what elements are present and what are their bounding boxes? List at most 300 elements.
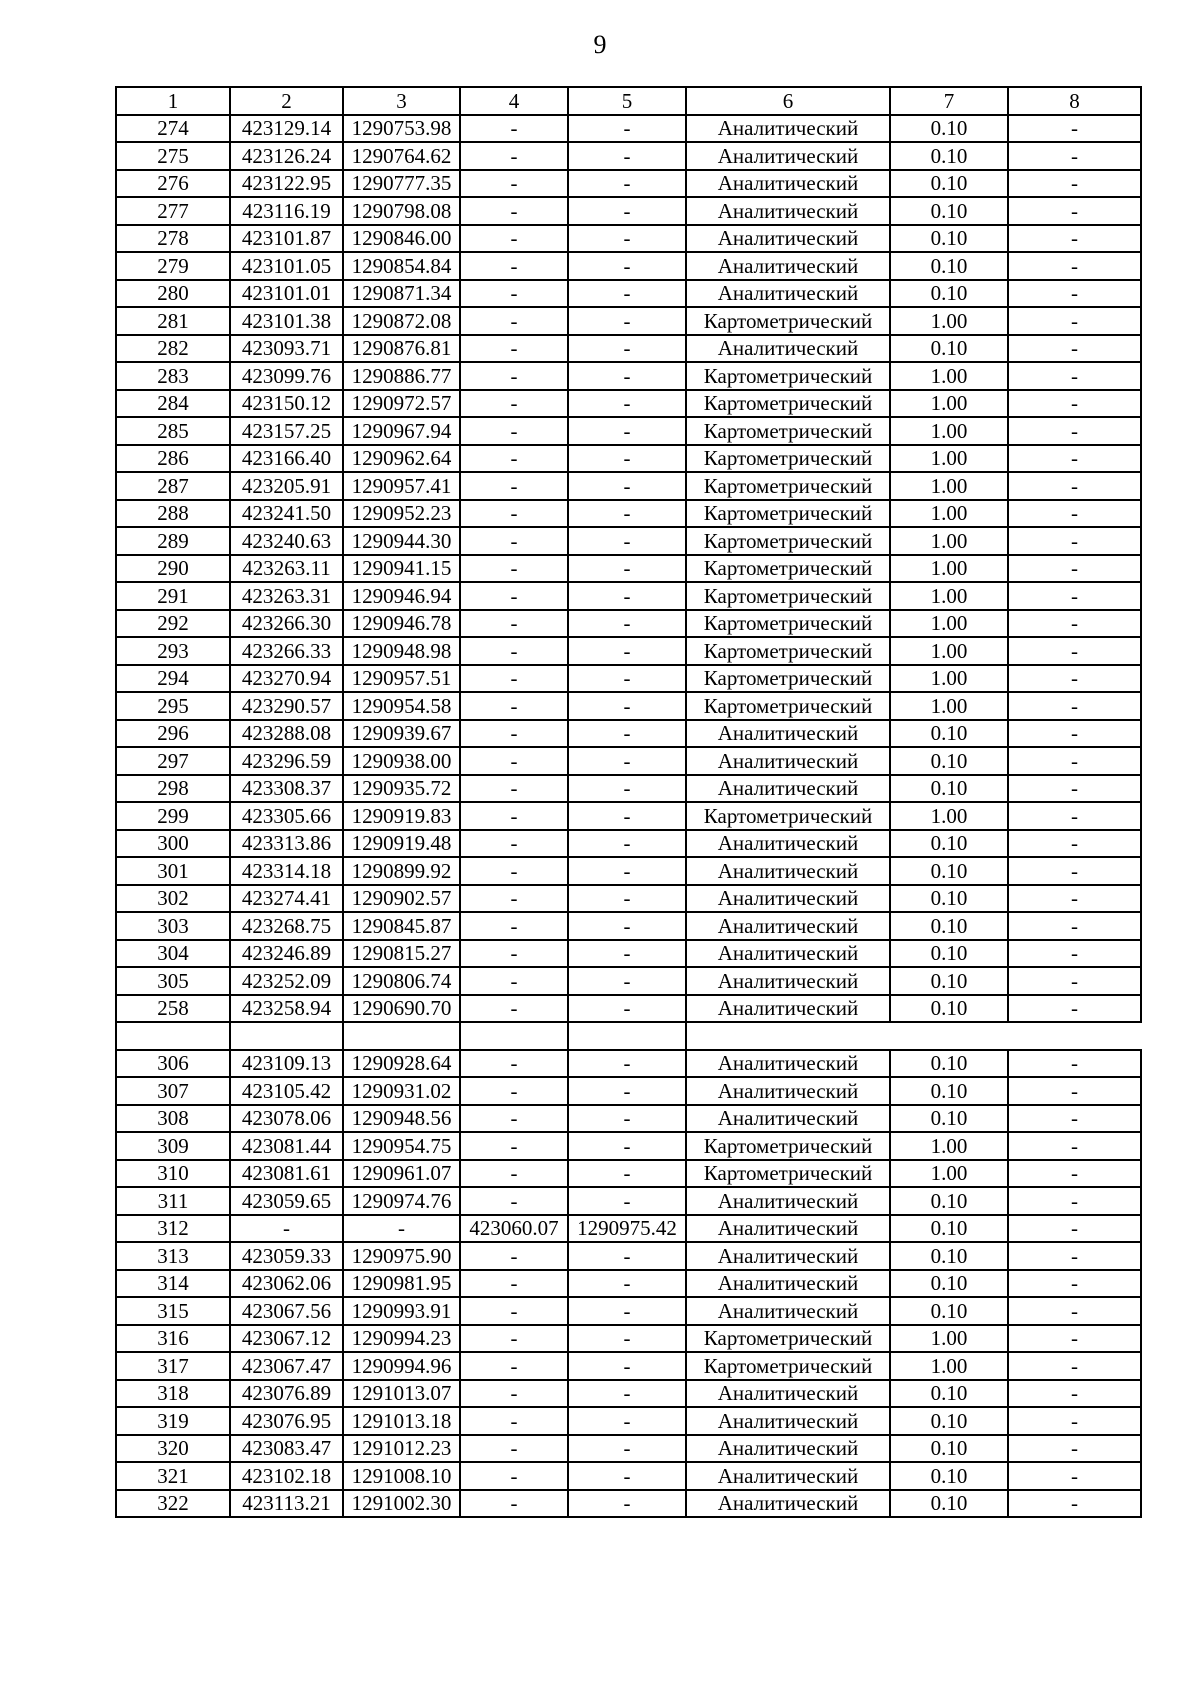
table-cell: - <box>568 527 686 555</box>
table-cell: 1290948.56 <box>343 1105 460 1133</box>
table-cell: 423126.24 <box>230 142 343 170</box>
table-cell: - <box>460 995 568 1023</box>
table-cell: - <box>460 885 568 913</box>
table-cell: - <box>1008 967 1141 995</box>
table-cell: 299 <box>116 802 230 830</box>
table-cell: 1290938.00 <box>343 747 460 775</box>
table-cell: 302 <box>116 885 230 913</box>
table-cell: Аналитический <box>686 335 890 363</box>
table-cell: 0.10 <box>890 252 1008 280</box>
table-cell: - <box>568 1352 686 1380</box>
table-cell: - <box>1008 582 1141 610</box>
table-cell: 316 <box>116 1325 230 1353</box>
table-cell: 423116.19 <box>230 197 343 225</box>
table-cell: 1290993.91 <box>343 1297 460 1325</box>
table-cell: - <box>1008 1077 1141 1105</box>
table-cell: Картометрический <box>686 665 890 693</box>
table-cell: - <box>568 555 686 583</box>
table-cell: Картометрический <box>686 1132 890 1160</box>
table-row <box>116 637 1141 665</box>
table-cell: 423263.11 <box>230 555 343 583</box>
table-cell: 1291013.07 <box>343 1380 460 1408</box>
table-cell: - <box>460 967 568 995</box>
table-cell: 0.10 <box>890 885 1008 913</box>
table-cell: - <box>1008 527 1141 555</box>
table-cell: - <box>460 940 568 968</box>
table-cell: Картометрический <box>686 362 890 390</box>
table-cell: 1290954.75 <box>343 1132 460 1160</box>
table-cell: - <box>460 802 568 830</box>
table-cell: 322 <box>116 1490 230 1518</box>
table-cell: 423252.09 <box>230 967 343 995</box>
table-cell: 423290.57 <box>230 692 343 720</box>
table-cell: - <box>460 1352 568 1380</box>
table-cell: - <box>568 1242 686 1270</box>
table-cell: Аналитический <box>686 1077 890 1105</box>
table-cell: 1290972.57 <box>343 390 460 418</box>
table-cell: 1291013.18 <box>343 1407 460 1435</box>
table-cell: 0.10 <box>890 747 1008 775</box>
table-cell: Аналитический <box>686 1490 890 1518</box>
table-cell: 1290962.64 <box>343 445 460 473</box>
table-cell: - <box>460 1435 568 1463</box>
table-cell: 423305.66 <box>230 802 343 830</box>
column-header: 8 <box>1008 87 1141 115</box>
table-cell: 0.10 <box>890 1462 1008 1490</box>
table-row <box>116 1462 1141 1490</box>
table-cell: Аналитический <box>686 1297 890 1325</box>
table-row <box>116 995 1141 1023</box>
table-cell: 1290952.23 <box>343 500 460 528</box>
table-cell: 423150.12 <box>230 390 343 418</box>
table-cell: Картометрический <box>686 390 890 418</box>
table-cell: - <box>460 197 568 225</box>
table-cell: - <box>1008 802 1141 830</box>
table-cell: - <box>1008 445 1141 473</box>
table-cell: 0.10 <box>890 995 1008 1023</box>
table-cell: Аналитический <box>686 170 890 198</box>
table-cell: 423113.21 <box>230 1490 343 1518</box>
table-cell: Картометрический <box>686 692 890 720</box>
table-cell: - <box>568 1490 686 1518</box>
table-cell: - <box>343 1215 460 1243</box>
table-cell: - <box>1008 142 1141 170</box>
table-cell: - <box>568 940 686 968</box>
table-cell: 1290798.08 <box>343 197 460 225</box>
table-cell: - <box>1008 610 1141 638</box>
table-cell: Аналитический <box>686 1242 890 1270</box>
table-cell: - <box>1008 1407 1141 1435</box>
table-row <box>116 472 1141 500</box>
table-cell: 423101.87 <box>230 225 343 253</box>
table-cell: Аналитический <box>686 1105 890 1133</box>
table-cell: 423166.40 <box>230 445 343 473</box>
table-cell: - <box>1008 362 1141 390</box>
table-row <box>116 1490 1141 1518</box>
table-cell: - <box>1008 940 1141 968</box>
table-cell: - <box>1008 995 1141 1023</box>
table-row <box>116 1352 1141 1380</box>
table-cell: 1.00 <box>890 555 1008 583</box>
table-row <box>116 1270 1141 1298</box>
table-cell: Картометрический <box>686 582 890 610</box>
table-cell: 1290764.62 <box>343 142 460 170</box>
table-cell: 301 <box>116 857 230 885</box>
table-cell: 0.10 <box>890 170 1008 198</box>
table-cell: - <box>1008 555 1141 583</box>
table-cell: Аналитический <box>686 142 890 170</box>
table-row <box>116 967 1141 995</box>
table-cell: 423205.91 <box>230 472 343 500</box>
table-row <box>116 1050 1141 1078</box>
table-cell: 0.10 <box>890 335 1008 363</box>
table-cell: 292 <box>116 610 230 638</box>
table-cell: 0.10 <box>890 115 1008 143</box>
table-cell: 294 <box>116 665 230 693</box>
table-cell: 423076.89 <box>230 1380 343 1408</box>
table-cell: - <box>568 582 686 610</box>
table-cell: - <box>460 527 568 555</box>
table-cell: 0.10 <box>890 940 1008 968</box>
table-cell: 423129.14 <box>230 115 343 143</box>
table-cell: - <box>568 747 686 775</box>
table-cell: - <box>568 472 686 500</box>
table-cell: 293 <box>116 637 230 665</box>
table-cell: 281 <box>116 307 230 335</box>
table-cell: 317 <box>116 1352 230 1380</box>
table-cell: Аналитический <box>686 967 890 995</box>
table-cell: - <box>1008 1380 1141 1408</box>
table-cell: - <box>568 252 686 280</box>
table-cell: - <box>1008 472 1141 500</box>
table-cell: Аналитический <box>686 885 890 913</box>
table-cell: 0.10 <box>890 775 1008 803</box>
table-cell: 287 <box>116 472 230 500</box>
table-cell: - <box>1008 1462 1141 1490</box>
table-row <box>116 912 1141 940</box>
table-cell: - <box>1008 1270 1141 1298</box>
coordinates-table <box>115 86 1142 1518</box>
table-cell: - <box>460 1160 568 1188</box>
table-cell: - <box>460 362 568 390</box>
table-cell: 311 <box>116 1187 230 1215</box>
table-cell: - <box>460 1077 568 1105</box>
table-cell: - <box>568 500 686 528</box>
table-row <box>116 170 1141 198</box>
table-cell: 1290846.00 <box>343 225 460 253</box>
table-cell: - <box>568 362 686 390</box>
table-cell: - <box>1008 500 1141 528</box>
table-cell: - <box>1008 775 1141 803</box>
table-cell: 423313.86 <box>230 830 343 858</box>
table-cell: 300 <box>116 830 230 858</box>
table-row <box>116 280 1141 308</box>
table-cell: 1290939.67 <box>343 720 460 748</box>
table-cell: Аналитический <box>686 1462 890 1490</box>
table-cell: 1290777.35 <box>343 170 460 198</box>
table-cell: - <box>460 1105 568 1133</box>
table-cell: 0.10 <box>890 720 1008 748</box>
table-cell: Картометрический <box>686 802 890 830</box>
table-cell: 307 <box>116 1077 230 1105</box>
table-cell: 423062.06 <box>230 1270 343 1298</box>
table-cell: 1290935.72 <box>343 775 460 803</box>
table-cell: 277 <box>116 197 230 225</box>
table-cell: 423266.33 <box>230 637 343 665</box>
table-cell: 1.00 <box>890 582 1008 610</box>
table-cell: Аналитический <box>686 1050 890 1078</box>
table-cell: 0.10 <box>890 1077 1008 1105</box>
table-cell: 423067.47 <box>230 1352 343 1380</box>
table-row <box>116 390 1141 418</box>
table-cell: Аналитический <box>686 1435 890 1463</box>
table-cell: 423078.06 <box>230 1105 343 1133</box>
table-cell <box>230 1022 343 1050</box>
table-cell: 423081.44 <box>230 1132 343 1160</box>
table-cell: - <box>1008 1242 1141 1270</box>
table-cell: - <box>568 307 686 335</box>
table-cell: - <box>568 280 686 308</box>
table-cell: - <box>568 390 686 418</box>
table-cell: - <box>568 912 686 940</box>
table-cell: Картометрический <box>686 417 890 445</box>
table-cell: - <box>460 390 568 418</box>
table-row <box>116 1215 1141 1243</box>
table-cell: - <box>460 1407 568 1435</box>
table-cell: - <box>460 335 568 363</box>
table-cell: 1290919.83 <box>343 802 460 830</box>
table-cell: - <box>230 1215 343 1243</box>
table-cell: 0.10 <box>890 1050 1008 1078</box>
table-cell: - <box>460 637 568 665</box>
table-cell: Аналитический <box>686 197 890 225</box>
table-cell: - <box>460 582 568 610</box>
table-cell: 423241.50 <box>230 500 343 528</box>
table-cell: - <box>460 170 568 198</box>
table-cell <box>116 1022 230 1050</box>
table-cell: - <box>568 170 686 198</box>
table-cell: 279 <box>116 252 230 280</box>
table-cell: 0.10 <box>890 1215 1008 1243</box>
table-cell: 1290815.27 <box>343 940 460 968</box>
table-cell: 321 <box>116 1462 230 1490</box>
table-cell: 1290994.23 <box>343 1325 460 1353</box>
table-cell: 423081.61 <box>230 1160 343 1188</box>
table-cell: 0.10 <box>890 1270 1008 1298</box>
table-cell <box>460 1022 568 1050</box>
table-cell: Аналитический <box>686 830 890 858</box>
table-cell: 423314.18 <box>230 857 343 885</box>
table-cell: - <box>568 775 686 803</box>
table-cell: - <box>568 142 686 170</box>
table-cell: 0.10 <box>890 1490 1008 1518</box>
table-cell: 1.00 <box>890 1132 1008 1160</box>
table-cell: 1.00 <box>890 472 1008 500</box>
table-cell: - <box>568 665 686 693</box>
table-row <box>116 225 1141 253</box>
table-cell: 297 <box>116 747 230 775</box>
table-cell: 423101.01 <box>230 280 343 308</box>
table-row <box>116 775 1141 803</box>
table-cell: 1.00 <box>890 500 1008 528</box>
table-row <box>116 857 1141 885</box>
table-row <box>116 802 1141 830</box>
table-cell: - <box>568 1160 686 1188</box>
table-cell: 423067.56 <box>230 1297 343 1325</box>
table-row <box>116 115 1141 143</box>
table-cell: 423157.25 <box>230 417 343 445</box>
table-cell: 423268.75 <box>230 912 343 940</box>
table-cell: 423240.63 <box>230 527 343 555</box>
table-cell: 1290753.98 <box>343 115 460 143</box>
table-cell: Картометрический <box>686 1325 890 1353</box>
table-row <box>116 197 1141 225</box>
table-cell: - <box>568 1105 686 1133</box>
table-cell: - <box>568 115 686 143</box>
table-cell: 274 <box>116 115 230 143</box>
table-cell: 423122.95 <box>230 170 343 198</box>
table-cell: 313 <box>116 1242 230 1270</box>
table-cell: - <box>460 1242 568 1270</box>
table-cell: 1.00 <box>890 417 1008 445</box>
table-cell: 290 <box>116 555 230 583</box>
table-row <box>116 1077 1141 1105</box>
table-cell: 1291012.23 <box>343 1435 460 1463</box>
table-cell: Картометрический <box>686 445 890 473</box>
table-cell: - <box>568 197 686 225</box>
table-cell: - <box>1008 912 1141 940</box>
table-cell: 275 <box>116 142 230 170</box>
table-cell: Аналитический <box>686 720 890 748</box>
table-cell: - <box>568 225 686 253</box>
table-cell: - <box>460 1297 568 1325</box>
table-cell: - <box>460 115 568 143</box>
table-cell: - <box>1008 1325 1141 1353</box>
table-cell <box>568 1022 686 1050</box>
table-cell: 1290931.02 <box>343 1077 460 1105</box>
table-cell: - <box>1008 830 1141 858</box>
table-cell: 1290946.78 <box>343 610 460 638</box>
table-cell: 423246.89 <box>230 940 343 968</box>
table-cell: - <box>460 500 568 528</box>
table-cell: - <box>460 912 568 940</box>
table-cell: 0.10 <box>890 1242 1008 1270</box>
table-body-block-2 <box>116 1050 1141 1518</box>
table-cell: 0.10 <box>890 1297 1008 1325</box>
table-cell: 1290845.87 <box>343 912 460 940</box>
table-cell: 1290899.92 <box>343 857 460 885</box>
table-row <box>116 940 1141 968</box>
column-header: 6 <box>686 87 890 115</box>
table-cell: - <box>1008 115 1141 143</box>
table-cell: 319 <box>116 1407 230 1435</box>
table-cell: Аналитический <box>686 747 890 775</box>
table-cell: 423101.38 <box>230 307 343 335</box>
table-cell: Аналитический <box>686 1407 890 1435</box>
table-cell: 1290919.48 <box>343 830 460 858</box>
table-cell: - <box>460 1490 568 1518</box>
table-cell: - <box>568 417 686 445</box>
header-row <box>116 87 1141 115</box>
table-cell: 303 <box>116 912 230 940</box>
table-cell: 1.00 <box>890 1352 1008 1380</box>
table-cell: 1290974.76 <box>343 1187 460 1215</box>
table-cell: 291 <box>116 582 230 610</box>
table-cell: 289 <box>116 527 230 555</box>
table-cell: 423266.30 <box>230 610 343 638</box>
table-cell: 308 <box>116 1105 230 1133</box>
table-cell: 1290961.07 <box>343 1160 460 1188</box>
table-cell: - <box>568 857 686 885</box>
table-cell: - <box>568 885 686 913</box>
table-cell: Картометрический <box>686 637 890 665</box>
table-row <box>116 830 1141 858</box>
table-cell: - <box>460 280 568 308</box>
table-cell: - <box>1008 417 1141 445</box>
table-cell: 312 <box>116 1215 230 1243</box>
table-cell: - <box>1008 885 1141 913</box>
table-cell: - <box>1008 1187 1141 1215</box>
table-cell: 298 <box>116 775 230 803</box>
table-row <box>116 555 1141 583</box>
table-cell: 280 <box>116 280 230 308</box>
table-cell: 1290957.51 <box>343 665 460 693</box>
table-cell: 278 <box>116 225 230 253</box>
table-cell: - <box>1008 197 1141 225</box>
table-cell: - <box>460 472 568 500</box>
table-cell: Аналитический <box>686 280 890 308</box>
table-cell: 0.10 <box>890 1105 1008 1133</box>
table-cell: Аналитический <box>686 775 890 803</box>
table-cell: Картометрический <box>686 500 890 528</box>
table-cell: 304 <box>116 940 230 968</box>
table-cell: 423067.12 <box>230 1325 343 1353</box>
table-cell: 423059.65 <box>230 1187 343 1215</box>
table-row <box>116 885 1141 913</box>
table-cell: - <box>1008 1105 1141 1133</box>
table-cell: 282 <box>116 335 230 363</box>
table-cell: 318 <box>116 1380 230 1408</box>
table-cell: - <box>460 692 568 720</box>
table-cell: - <box>460 747 568 775</box>
table-cell: 315 <box>116 1297 230 1325</box>
table-cell: - <box>460 225 568 253</box>
table-cell: 1.00 <box>890 527 1008 555</box>
table-cell: Картометрический <box>686 472 890 500</box>
table-cell: 0.10 <box>890 197 1008 225</box>
table-cell: 1.00 <box>890 307 1008 335</box>
table-cell: 423263.31 <box>230 582 343 610</box>
table-cell: 1.00 <box>890 637 1008 665</box>
table-cell: - <box>1008 1132 1141 1160</box>
table-cell: 1290872.08 <box>343 307 460 335</box>
table-cell: - <box>460 610 568 638</box>
table-cell: 1290975.42 <box>568 1215 686 1243</box>
table-cell: 1290944.30 <box>343 527 460 555</box>
table-cell: 306 <box>116 1050 230 1078</box>
table-row <box>116 1435 1141 1463</box>
table-cell: 1290690.70 <box>343 995 460 1023</box>
table-row <box>116 445 1141 473</box>
table-cell: 1290946.94 <box>343 582 460 610</box>
table-cell: Аналитический <box>686 912 890 940</box>
table-cell: - <box>568 1407 686 1435</box>
table-cell: - <box>568 1270 686 1298</box>
table-cell: - <box>1008 335 1141 363</box>
table-cell: Картометрический <box>686 555 890 583</box>
table-cell: - <box>460 775 568 803</box>
table-cell: 423288.08 <box>230 720 343 748</box>
